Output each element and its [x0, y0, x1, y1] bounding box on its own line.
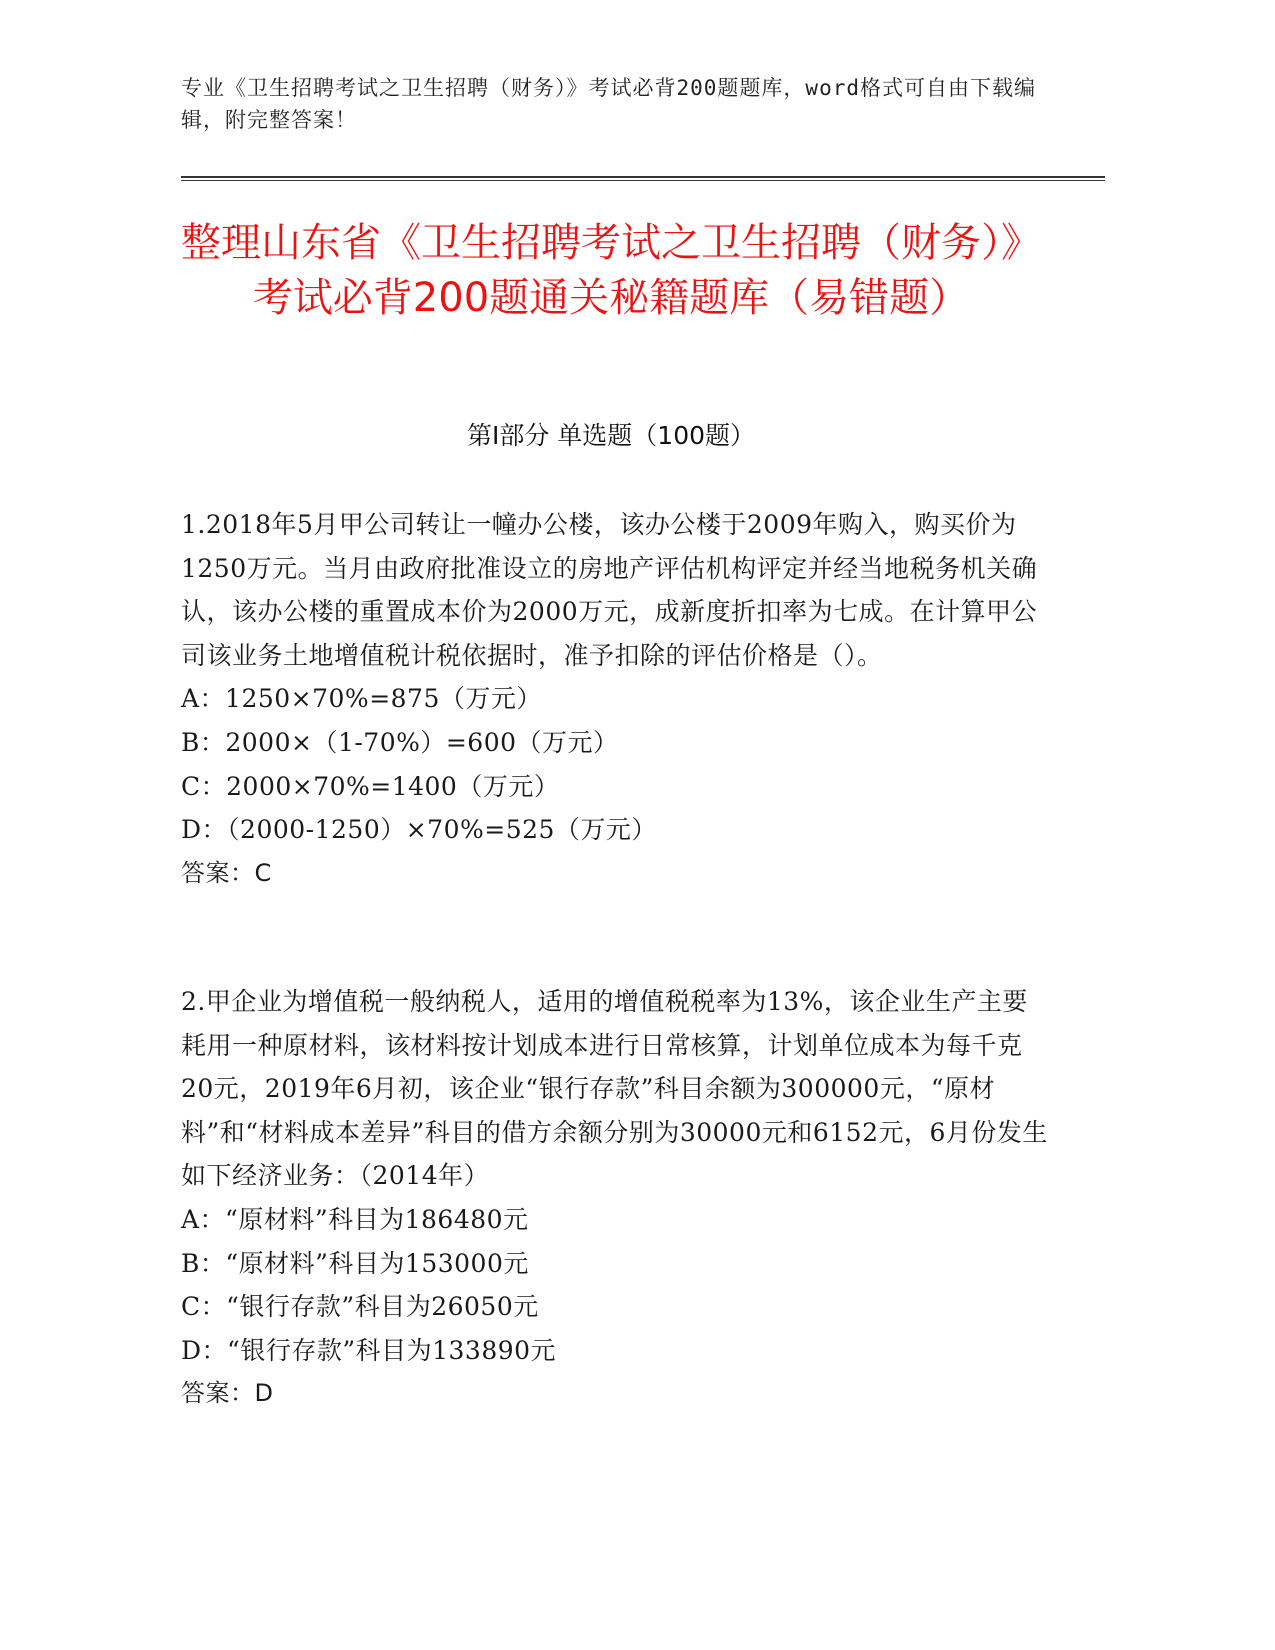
answer: 答案：C	[181, 858, 272, 887]
option-b: B：“原材料”科目为153000元	[181, 1248, 529, 1278]
section-title: 第Ⅰ部分 单选题（100题）	[466, 421, 756, 450]
answer: 答案：D	[181, 1379, 274, 1408]
option-c: C：2000×70%=1400（万元）	[181, 771, 560, 801]
question-1	[181, 503, 1051, 895]
header-divider	[181, 176, 1105, 181]
question-stem: 2.甲企业为增值税一般纳税人，适用的增值税税率为13%，该企业生产主要耗用一种原材料，该材料按计划成本进行日常核算，计划单位成本为每千克20元，2019年6月初，该企业“银行存款”科目余额为300000元，“原材料”和“材料成本差异”科目的借方余额分别为30000元和6152元，6月份发生如下经济业务：（2014年）	[181, 987, 1048, 1191]
option-d: D：“银行存款”科目为133890元	[181, 1335, 557, 1365]
question-stem: 1.2018年5月甲公司转让一幢办公楼，该办公楼于2009年购入，购买价为1250万元。当月由政府批准设立的房地产评估机构评定并经当地税务机关确认，该办公楼的重置成本价为2000万元，成新度折扣率为七成。在计算甲公司该业务土地增值税计税依据时，准予扣除的评估价格是（）。	[181, 510, 1038, 670]
document-title: 整理山东省《卫生招聘考试之卫生招聘（财务）》考试必背200题通关秘籍题库（易错题）	[181, 220, 1041, 321]
option-a: A：1250×70%=875（万元）	[181, 684, 542, 714]
option-d: D：（2000-1250）×70%=525（万元）	[181, 815, 657, 845]
option-a: A：“原材料”科目为186480元	[181, 1204, 529, 1234]
header-note: 专业《卫生招聘考试之卫生招聘（财务）》考试必背200题题库，word格式可自由下载编辑，附完整答案！	[181, 76, 1036, 132]
option-c: C：“银行存款”科目为26050元	[181, 1292, 539, 1322]
option-b: B：2000×（1-70%）=600（万元）	[181, 727, 619, 757]
question-2	[181, 980, 1051, 1416]
